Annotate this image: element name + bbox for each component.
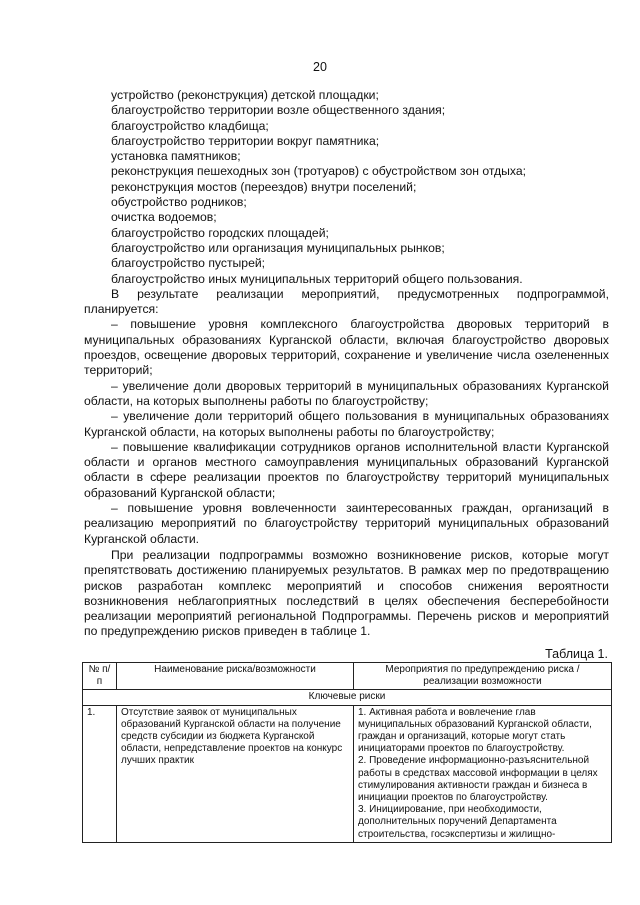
list-item: реконструкция мостов (переездов) внутри поселений; <box>111 179 417 194</box>
list-item: благоустройство пустырей; <box>111 256 266 271</box>
table-section-row <box>83 690 612 705</box>
table-row <box>83 705 612 842</box>
row-num: 1. <box>83 705 117 842</box>
risk-table <box>82 662 612 843</box>
list-item: устройство (реконструкция) детской площадки; <box>111 88 379 102</box>
improvement-list <box>84 88 609 287</box>
result-bullet: – повышение квалификации сотрудников органов исполнительной власти Курганской области и органов местного самоуправления муниципальных образований Курганской области в сфере реализации проектов по благоустройству территорий муниципальных образований Курганской области; <box>84 439 609 500</box>
measure-item: 2. Проведение информационно-разъяснительной работы в средствах массовой информации в целях стимулирования активности граждан и бизнеса в инициации проектов по благоустройству. <box>358 755 598 804</box>
header-risk: Наименование риска/возможности <box>117 663 354 690</box>
table-header-row <box>83 663 612 690</box>
header-num: № п/п <box>83 663 117 690</box>
list-item: благоустройство территории вокруг памятника; <box>111 133 380 148</box>
section-title: Ключевые риски <box>83 690 612 705</box>
result-bullet: – повышение уровня вовлеченности заинтересованных граждан, организаций в реализацию мероприятий по благоустройству территорий муниципальных образований Курганской области. <box>84 501 609 546</box>
header-measures: Мероприятия по предупреждению риска / реализации возможности <box>354 663 612 690</box>
result-bullet: – повышение уровня комплексного благоустройства дворовых территорий в муниципальных образованиях Курганской области, включая благоустройство дворовых проездов, освещение дворовых территорий, сохранение и увеличение числа озелененных территорий; <box>84 317 609 378</box>
list-item: установка памятников; <box>111 149 241 164</box>
list-item: очистка водоемов; <box>111 210 217 225</box>
list-item: благоустройство городских площадей; <box>111 225 329 240</box>
row-risk: Отсутствие заявок от муниципальных образований Курганской области на получение средств субсидии из бюджета Курганской области, непредставление проектов на конкурс лучших практик <box>117 705 354 842</box>
result-bullet: – увеличение доли территорий общего пользования в муниципальных образованиях Курганской области, на которых выполнены работы по благоустройству; <box>84 409 609 439</box>
risk-paragraph: При реализации подпрограммы возможно возникновение рисков, которые могут препятствовать достижению планируемых результатов. В рамках мер по предотвращению рисков разработан комплекс мероприятий и способов снижения вероятности возникновения неблагоприятных последствий в целях обеспечения бесперебойности реализации мероприятий региональной Подпрограммы. Перечень рисков и мероприятий по предупреждению рисков приведен в таблице 1. <box>84 547 609 639</box>
document-body <box>84 88 609 640</box>
measure-item: 3. Инициирование, при необходимости, дополнительных поручений Департамента строительства, госэкспертизы и жилищно- <box>358 804 557 840</box>
list-item: обустройство родников; <box>111 195 247 210</box>
list-item: благоустройство иных муниципальных территорий общего пользования. <box>111 271 523 286</box>
page-number: 20 <box>313 60 327 74</box>
list-item: благоустройство или организация муниципальных рынков; <box>111 240 445 255</box>
result-bullet: – увеличение доли дворовых территорий в муниципальных образованиях Курганской области, на которых выполнены работы по благоустройству; <box>84 378 609 408</box>
row-measures <box>354 705 612 842</box>
list-item: благоустройство территории возле общественного здания; <box>111 103 446 118</box>
table-caption: Таблица 1. <box>545 647 608 661</box>
list-item: благоустройство кладбища; <box>111 118 269 133</box>
expected-results-list <box>84 317 609 546</box>
list-item: реконструкция пешеходных зон (тротуаров) с обустройством зон отдыха; <box>111 164 527 179</box>
measure-item: 1. Активная работа и вовлечение глав муниципальных образований Курганской области, граждан и организаций, которые могут стать инициаторами проектов по благоустройству. <box>358 706 592 755</box>
intro-paragraph: В результате реализации мероприятий, предусмотренных подпрограммой, планируется: <box>84 286 609 317</box>
